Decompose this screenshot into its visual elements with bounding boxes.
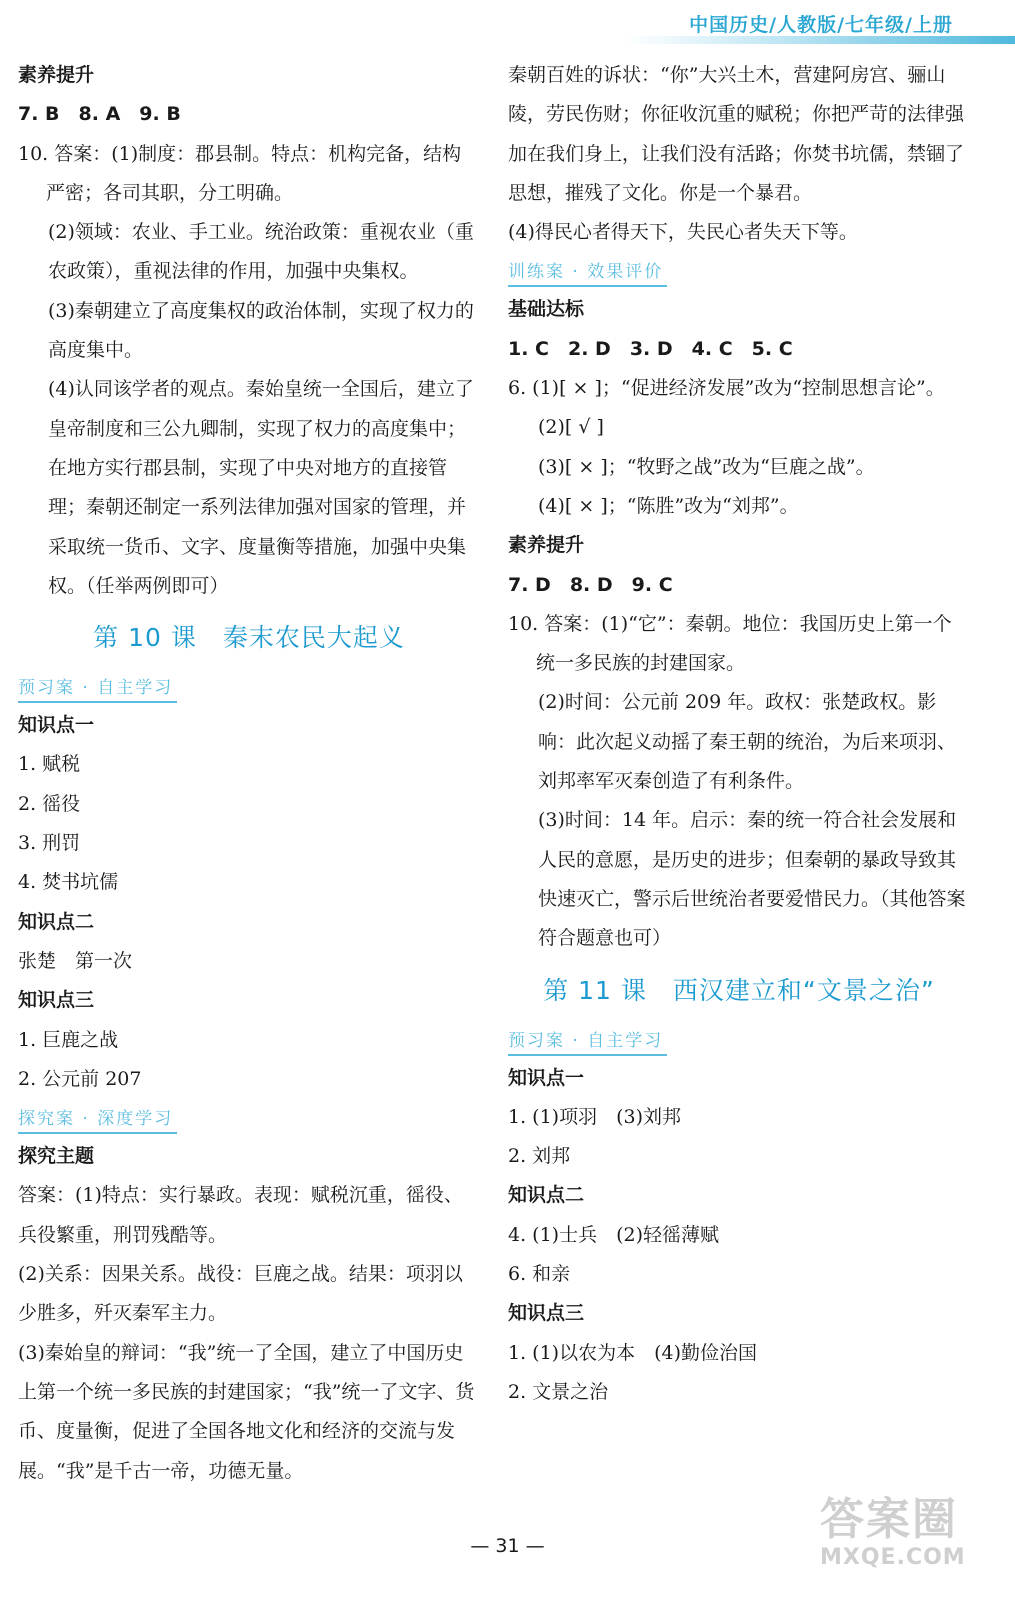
page-number: — 31 — <box>470 1535 545 1557</box>
answer-line: 6. (1)[ × ]；“促进经济发展”改为“控制思想言论”。 <box>508 377 945 400</box>
lesson-name: 秦末农民大起义 <box>222 623 405 653</box>
list-item: 4. 焚书坑儒 <box>18 871 119 894</box>
section-heading: 素养提升 <box>508 534 585 557</box>
watermark-url: MXQE.COM <box>820 1545 966 1570</box>
lesson-10-title <box>18 616 480 660</box>
list-item: 1. (1)以农为本 (4)勤俭治国 <box>508 1341 757 1364</box>
answer-paragraph: 10. 答案：(1)制度：郡县制。特点：机构完备，结构严密；各司其职，分工明确。 <box>18 142 462 204</box>
answer-paragraph: (4)得民心者得天下，失民心者失天下等。 <box>508 221 858 244</box>
watermark-logo <box>820 1495 1000 1595</box>
answer-paragraph: (3)秦朝建立了高度集权的政治体制，实现了权力的高度集中。 <box>48 299 474 362</box>
section-tag: 训练案 · 效果评价 <box>508 254 970 290</box>
answer-paragraph: (2)时间：公元前 209 年。政权：张楚政权。影响：此次起义动摇了秦王朝的统治，为后来项羽、刘邦率军灭秦创造了有利条件。 <box>538 691 957 793</box>
lesson-name: 西汉建立和“文景之治” <box>672 975 935 1005</box>
answer-line: 1. C 2. D 3. D 4. C 5. C <box>508 337 793 360</box>
answer-line: 7. D 8. D 9. C <box>508 573 673 596</box>
list-item: 4. (1)士兵 (2)轻徭薄赋 <box>508 1223 719 1246</box>
answer-paragraph: (3)时间：14 年。启示：秦的统一符合社会发展和人民的意愿，是历史的进步；但秦朝的暴政导致其快速灭亡，警示后世统治者要爱惜民力。（其他答案符合题意也可） <box>538 809 966 950</box>
list-item: 1. 巨鹿之战 <box>18 1028 119 1051</box>
list-item: 2. 徭役 <box>18 792 81 815</box>
knowledge-point-heading: 知识点一 <box>508 1066 585 1089</box>
knowledge-point-heading: 知识点二 <box>508 1184 585 1207</box>
left-column <box>18 56 480 1491</box>
answer-paragraph: (3)秦始皇的辩词：“我”统一了全国，建立了中国历史上第一个统一多民族的封建国家；“我”统一了文字、货币、度量衡，促进了全国各地文化和经济的交流与发展。“我”是千古一帝，功德无量。 <box>18 1341 475 1482</box>
section-tag: 预习案 · 自主学习 <box>18 670 480 706</box>
answer-line: (2)[ √ ] <box>538 416 604 439</box>
header-decor-bar <box>625 36 1015 44</box>
watermark-text: 答案圈 <box>820 1494 958 1545</box>
section-heading: 基础达标 <box>508 298 585 321</box>
list-item: 2. 文景之治 <box>508 1380 609 1403</box>
answer-paragraph: 秦朝百姓的诉状：“你”大兴土木，营建阿房宫、骊山陵，劳民伤财；你征收沉重的赋税；你把严苛的法律强加在我们身上，让我们没有活路；你焚书坑儒，禁锢了思想，摧残了文化。你是一个暴君。 <box>508 64 965 204</box>
answer-paragraph: (4)认同该学者的观点。秦始皇统一全国后，建立了皇帝制度和三公九卿制，实现了权力的高度集中；在地方实行郡县制，实现了中央对地方的直接管理；秦朝还制定一系列法律加强对国家的管理，并采取统一货币、文字、度量衡等措施，加强中央集权。（任举两例即可） <box>48 378 474 597</box>
answer-paragraph: (2)领域：农业、手工业。统治政策：重视农业（重农政策），重视法律的作用，加强中央集权。 <box>48 221 474 283</box>
knowledge-point-heading: 知识点三 <box>18 989 95 1012</box>
answer-line: (3)[ × ]；“牧野之战”改为“巨鹿之战”。 <box>538 455 875 478</box>
lesson-number: 第 11 课 <box>543 975 647 1005</box>
lesson-number: 第 10 课 <box>93 623 197 653</box>
section-tag: 探究案 · 深度学习 <box>18 1101 480 1137</box>
answer-paragraph: 答案：(1)特点：实行暴政。表现：赋税沉重，徭役、兵役繁重，刑罚残酷等。 <box>18 1184 463 1246</box>
list-item: 1. (1)项羽 (3)刘邦 <box>508 1105 681 1128</box>
knowledge-point-heading: 知识点三 <box>508 1302 585 1325</box>
topic-heading: 探究主题 <box>18 1145 95 1168</box>
knowledge-point-heading: 知识点一 <box>18 714 95 737</box>
list-item: 3. 刑罚 <box>18 832 81 855</box>
running-header: 中国历史/人教版/七年级/上册 <box>689 14 953 36</box>
right-column <box>508 56 970 1412</box>
lesson-11-title <box>508 969 970 1013</box>
list-item: 1. 赋税 <box>18 753 81 776</box>
answer-paragraph: (2)关系：因果关系。战役：巨鹿之战。结果：项羽以少胜多，歼灭秦军主力。 <box>18 1263 463 1325</box>
answer-line: 7. B 8. A 9. B <box>18 103 181 126</box>
section-tag: 预习案 · 自主学习 <box>508 1023 970 1059</box>
answer-line: (4)[ × ]；“陈胜”改为“刘邦”。 <box>538 494 799 517</box>
list-item: 张楚 第一次 <box>18 949 133 972</box>
knowledge-point-heading: 知识点二 <box>18 910 95 933</box>
list-item: 2. 公元前 207 <box>18 1067 142 1090</box>
list-item: 2. 刘邦 <box>508 1145 571 1168</box>
list-item: 6. 和亲 <box>508 1263 571 1286</box>
section-heading: 素养提升 <box>18 64 95 86</box>
answer-paragraph: 10. 答案：(1)“它”：秦朝。地位：我国历史上第一个统一多民族的封建国家。 <box>508 612 952 675</box>
